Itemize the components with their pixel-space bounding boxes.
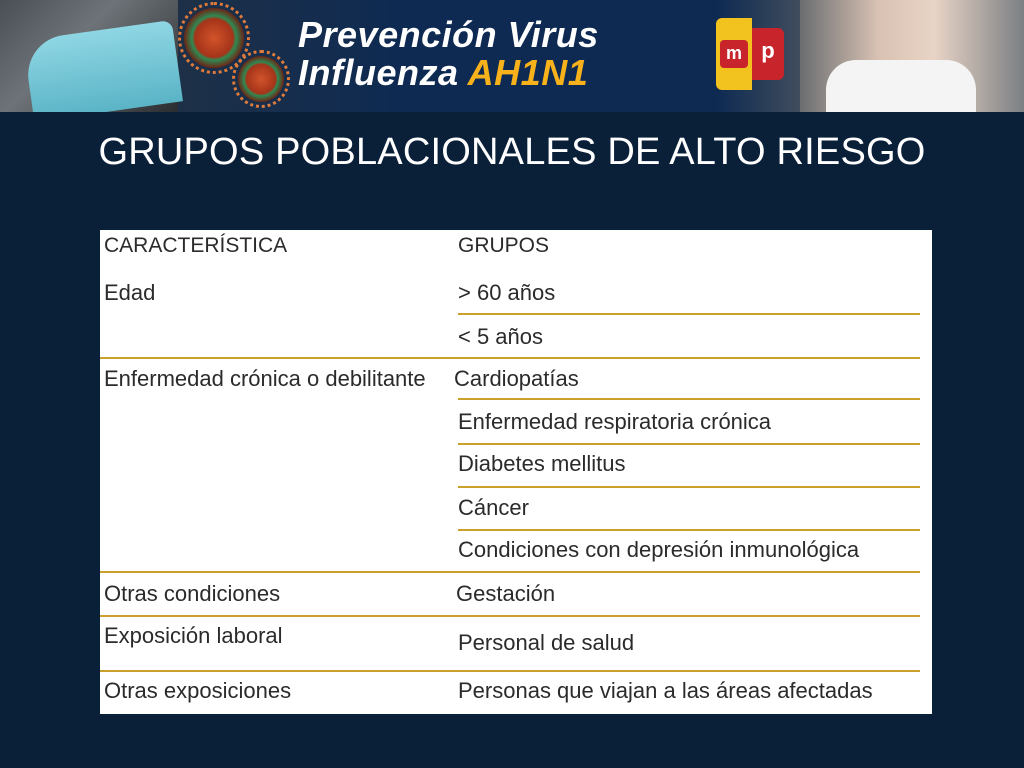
column-header-grupos: GRUPOS — [458, 234, 550, 257]
logo-p: p — [752, 28, 784, 80]
row-divider — [100, 670, 920, 672]
row-divider — [458, 398, 920, 400]
header-banner — [0, 0, 1024, 112]
group-cell: Personas que viajan a las áreas afectadas — [458, 678, 873, 703]
mp-logo — [716, 18, 786, 90]
row-divider — [100, 571, 920, 573]
page-title: GRUPOS POBLACIONALES DE ALTO RIESGO — [98, 131, 926, 173]
group-cell: Diabetes mellitus — [458, 451, 626, 476]
row-label-exposicion-laboral: Exposición laboral — [104, 623, 283, 648]
group-cell: Condiciones con depresión inmunológica — [458, 537, 860, 562]
row-label-otras-condiciones: Otras condiciones — [104, 581, 281, 606]
row-divider — [100, 615, 920, 617]
banner-title — [298, 16, 599, 92]
banner-title-prefix: Influenza — [298, 52, 468, 93]
group-cell: Personal de salud — [458, 630, 635, 655]
virus-icon — [184, 8, 244, 68]
column-header-caracteristica: CARACTERÍSTICA — [104, 234, 288, 257]
row-divider — [100, 357, 920, 359]
risk-groups-table — [100, 230, 932, 714]
logo-m: m — [720, 40, 748, 68]
row-divider — [458, 443, 920, 445]
group-cell: < 5 años — [458, 324, 544, 349]
row-divider — [458, 313, 920, 315]
banner-title-line1: Prevención Virus — [298, 14, 599, 55]
group-cell: Cardiopatías — [454, 366, 579, 391]
row-label-otras-exposiciones: Otras exposiciones — [104, 678, 292, 703]
group-cell: > 60 años — [458, 280, 556, 305]
group-cell: Enfermedad respiratoria crónica — [458, 409, 772, 434]
row-divider — [458, 529, 920, 531]
row-label-edad: Edad — [104, 280, 156, 305]
row-divider — [458, 486, 920, 488]
banner-title-line2 — [298, 54, 599, 92]
row-label-enfermedad: Enfermedad crónica o debilitante — [104, 366, 426, 391]
banner-title-accent: AH1N1 — [467, 52, 589, 93]
tissue-graphic — [826, 60, 976, 112]
group-cell: Gestación — [456, 581, 556, 606]
group-cell: Cáncer — [458, 495, 529, 520]
virus-icon — [238, 56, 284, 102]
